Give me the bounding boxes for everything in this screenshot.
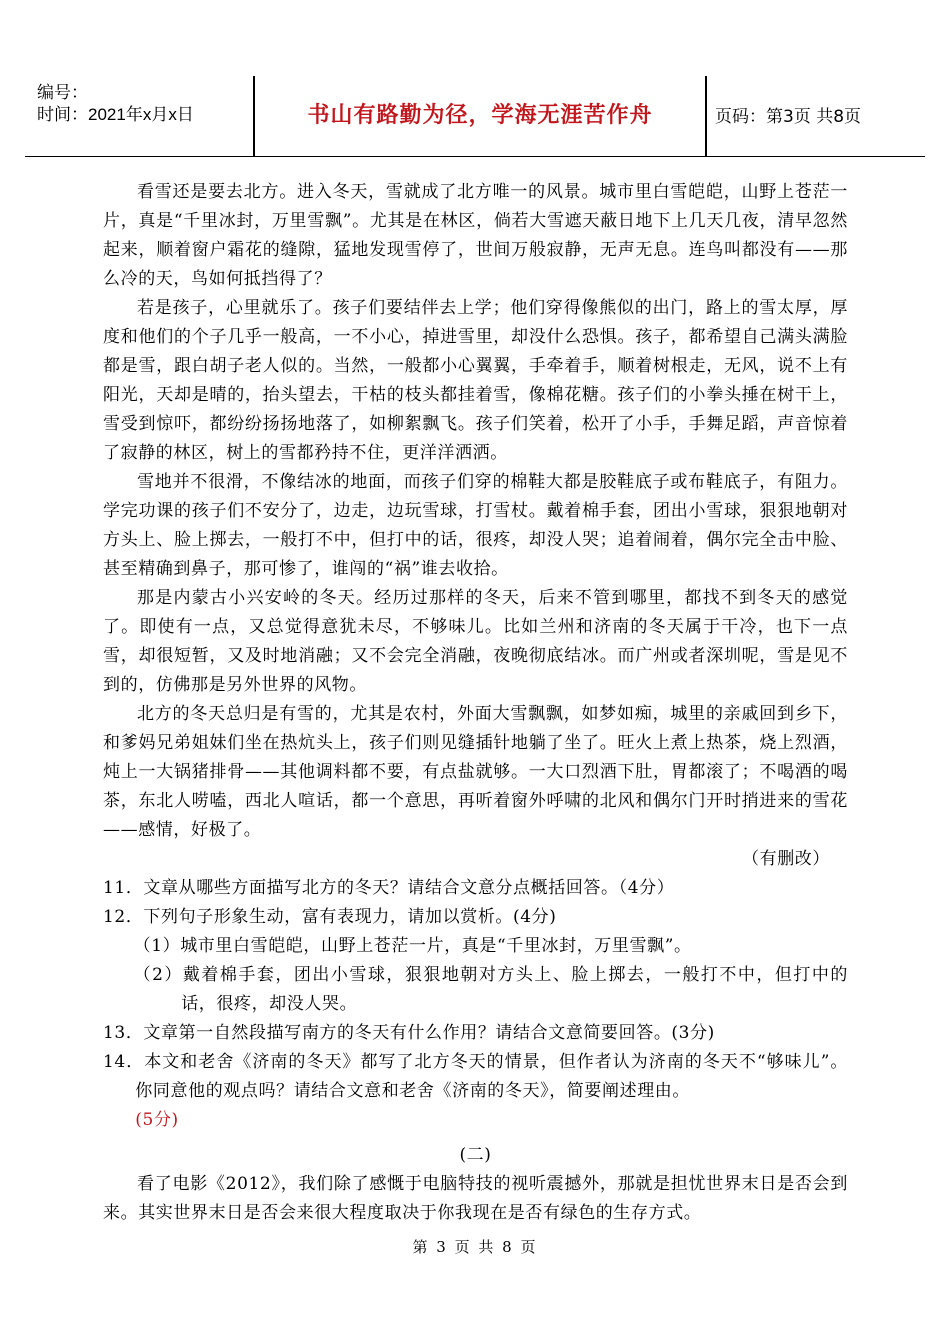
paragraph: 看雪还是要去北方。进入冬天，雪就成了北方唯一的风景。城市里白雪皑皑，山野上苍茫一片，真是“千里冰封，万里雪飘”。尤其是在林区，倘若大雪遮天蔽日地下上几天几夜，清早忽然起来，顺着窗户霜花的缝隙，猛地发现雪停了，世间万般寂静，无声无息。连鸟叫都没有——那么冷的天，鸟如何抵挡得了？ (103, 182, 848, 289)
article-body (103, 178, 848, 1228)
paragraph: 看了电影《2012》，我们除了感慨于电脑特技的视听震撼外，那就是担忧世界末日是否会到来。其实世界末日是否会来很大程度取决于你我现在是否有绿色的生存方式。 (103, 1174, 848, 1223)
question-14-score: (5分) (135, 1110, 179, 1130)
header-motto: 书山有路勤为径，学海无涯苦作舟 (307, 103, 653, 128)
question-11: 11．文章从哪些方面描写北方的冬天？请结合文意分点概括回答。（4分） (103, 878, 675, 898)
page-footer: 第 3 页 共 8 页 (412, 1238, 538, 1256)
question-12-item-1: （1）城市里白雪皑皑，山野上苍茫一片，真是“千里冰封，万里雪飘”。 (133, 936, 692, 956)
question-12: 12．下列句子形象生动，富有表现力，请加以赏析。(4分) (103, 907, 557, 927)
header-meta (37, 82, 194, 126)
time-label: 时间：2021年x月x日 (37, 105, 194, 124)
question-12-item-2: （2）戴着棉手套，团出小雪球，狠狠地朝对方头上、脸上掷去，一般打不中，但打中的话，很疼，却没人哭。 (133, 965, 848, 1014)
question-13: 13．文章第一自然段描写南方的冬天有什么作用？请结合文意简要回答。(3分) (103, 1023, 715, 1043)
question-14-text: 14．本文和老舍《济南的冬天》都写了北方冬天的情景，但作者认为济南的冬天不“够味儿”。你同意他的观点吗？请结合文意和老舍《济南的冬天》，简要阐述理由。 (103, 1052, 848, 1101)
paragraph: 雪地并不很滑，不像结冰的地面，而孩子们穿的棉鞋大都是胶鞋底子或布鞋底子，有阻力。学完功课的孩子们不安分了，边走，边玩雪球，打雪杖。戴着棉手套，团出小雪球，狠狠地朝对方头上、脸上掷去，一般打不中，但打中的话，很疼，却没人哭；追着闹着，偶尔完全击中脸、甚至精确到鼻子，那可惨了，谁闯的“祸”谁去收拾。 (103, 472, 848, 579)
edit-note: （有删改） (742, 849, 830, 869)
paragraph: 若是孩子，心里就乐了。孩子们要结伴去上学；他们穿得像熊似的出门，路上的雪太厚，厚度和他们的个子几乎一般高，一不小心，掉进雪里，却没什么恐惧。孩子，都希望自己满头满脸都是雪，跟白胡子老人似的。当然，一般都小心翼翼，手牵着手，顺着树根走，无风，说不上有阳光，天却是晴的，抬头望去，干枯的枝头都挂着雪，像棉花糖。孩子们的小拳头捶在树干上，雪受到惊吓，都纷纷扬扬地落了，如柳絮飘飞。孩子们笑着，松开了小手，手舞足蹈，声音惊着了寂静的林区，树上的雪都矜持不住，更洋洋洒洒。 (103, 298, 848, 463)
page-number-label: 页码：第3页 共8页 (715, 107, 862, 127)
section-heading: (二) (459, 1145, 492, 1165)
number-label: 编号： (37, 83, 88, 102)
question-14 (103, 1048, 848, 1135)
header-divider (705, 76, 707, 156)
paragraph: 北方的冬天总归是有雪的，尤其是农村，外面大雪飘飘，如梦如痴，城里的亲戚回到乡下，和爹妈兄弟姐妹们坐在热炕头上，孩子们则见缝插针地躺了坐了。旺火上煮上热茶，烧上烈酒，炖上一大锅猪排骨——其他调料都不要，有点盐就够。一大口烈酒下肚，胃都滚了；不喝酒的喝茶，东北人唠嗑，西北人喧话，都一个意思，再听着窗外呼啸的北风和偶尔门开时捎进来的雪花——感情，好极了。 (103, 704, 848, 840)
paragraph: 那是内蒙古小兴安岭的冬天。经历过那样的冬天，后来不管到哪里，都找不到冬天的感觉了。即使有一点，又总觉得意犹未尽，不够味儿。比如兰州和济南的冬天属于干冷，也下一点雪，却很短暂，又及时地消融；又不会完全消融，夜晚彻底结冰。而广州或者深圳呢，雪是见不到的，仿佛那是另外世界的风物。 (103, 588, 848, 695)
page-header (25, 76, 925, 157)
